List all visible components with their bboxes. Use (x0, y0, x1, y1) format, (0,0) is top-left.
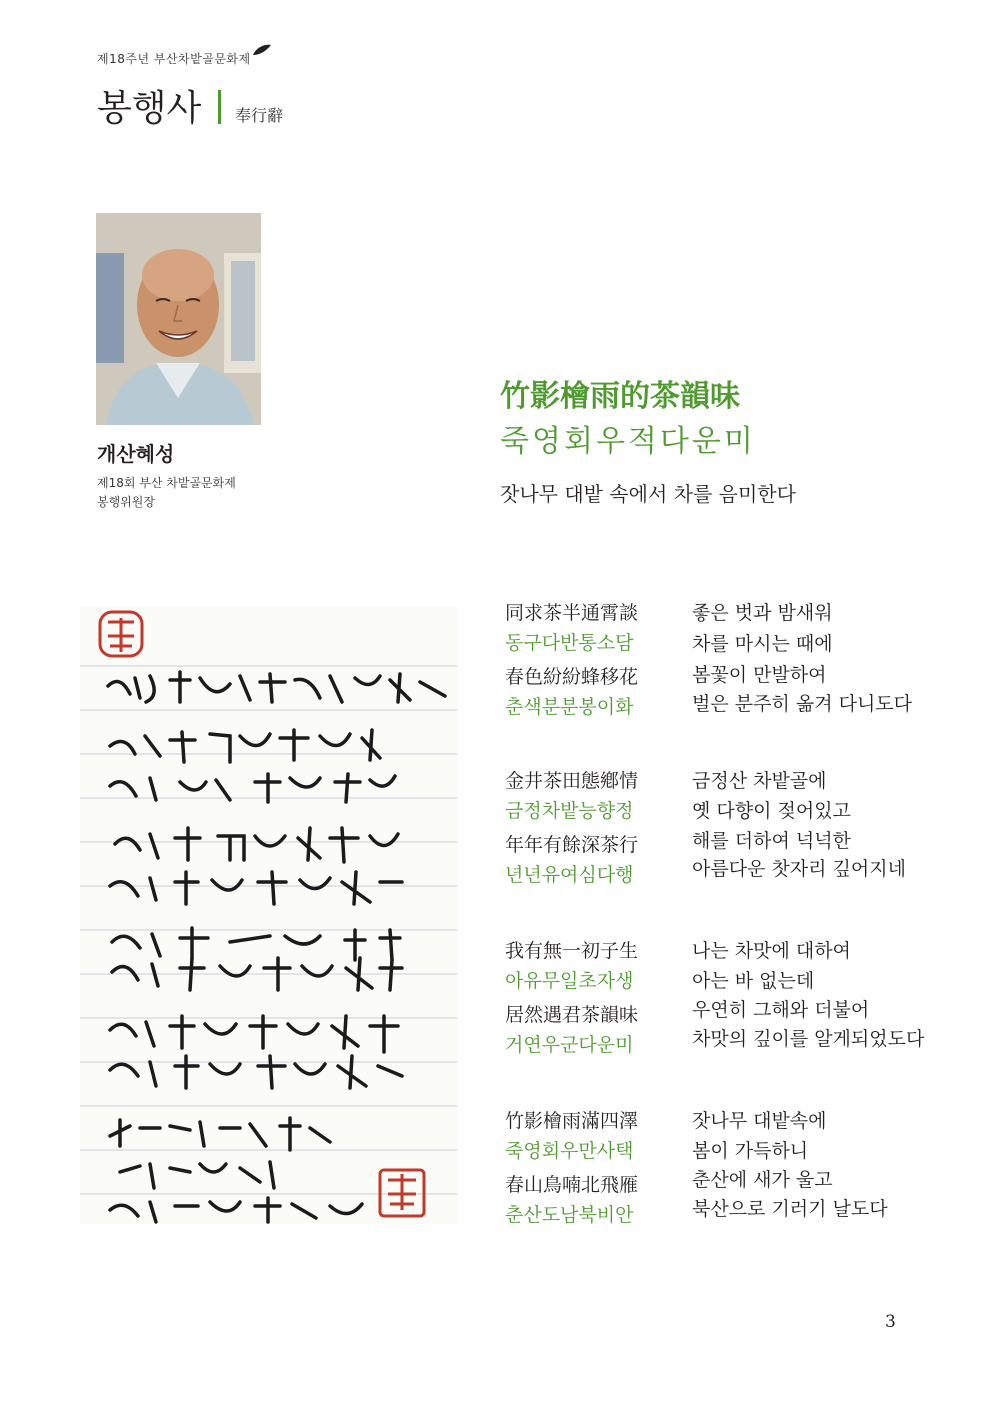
page-title: 봉행사 (97, 88, 202, 129)
stanza-line-hangul: 거연우군다운미 (505, 1034, 634, 1056)
stanza-line-hanja: 春山鳥喃北飛雁 (505, 1174, 639, 1196)
seal-stamp-top (100, 612, 142, 656)
stanza-line-hangul: 죽영회우만사택 (505, 1140, 634, 1162)
translation-line: 우연히 그해와 더불어 (692, 999, 870, 1021)
stanza-line-hanja: 我有無一初子生 (505, 940, 639, 962)
stanza-line-hanja: 居然遇君茶韻味 (505, 1004, 639, 1026)
calligraphy-image (80, 606, 458, 1224)
author-photo (96, 213, 261, 425)
stanza-line-hangul: 춘산도남북비안 (505, 1204, 634, 1226)
festival-label: 제18주년 부산차밭골문화제 (97, 52, 251, 66)
translation-line: 옛 다향이 젖어있고 (692, 800, 851, 822)
poem-title-hanja: 竹影檜雨的茶韻味 (500, 379, 740, 414)
translation-line: 북산으로 기러기 날도다 (692, 1198, 888, 1220)
translation-line: 해를 더하여 넉넉한 (692, 830, 851, 852)
seal-stamp-bottom (380, 1170, 424, 1216)
translation-line: 아름다운 찻자리 깊어지네 (692, 858, 906, 880)
translation-line: 봄이 가득하니 (692, 1140, 809, 1162)
stanza-line-hangul: 금정차밭능향정 (505, 800, 634, 822)
translation-line: 벌은 분주히 옮겨 다니도다 (692, 693, 913, 715)
translation-line: 아는 바 없는데 (692, 970, 815, 992)
stanza-line-hanja: 春色紛紛蜂移花 (505, 666, 639, 688)
translation-line: 좋은 벗과 밤새워 (692, 602, 833, 624)
poem-title-hangul: 죽영회우적다운미 (500, 424, 756, 459)
stanza-line-hanja: 金井茶田態鄕情 (505, 770, 639, 792)
stanza-line-hangul: 아유무일초자생 (505, 970, 634, 992)
translation-line: 잣나무 대밭속에 (692, 1110, 827, 1132)
leaf-icon (252, 44, 272, 56)
stanza-line-hanja: 同求茶半通霄談 (505, 602, 639, 624)
translation-line: 나는 차맛에 대하여 (692, 940, 851, 962)
author-position: 봉행위원장 (97, 495, 155, 509)
author-name: 개산혜성 (97, 442, 175, 466)
stanza-line-hangul: 동구다반통소담 (505, 632, 634, 654)
title-divider (218, 90, 221, 124)
poem-subtitle: 잣나무 대밭 속에서 차를 음미한다 (500, 482, 796, 506)
stanza-line-hangul: 춘색분분봉이화 (505, 696, 634, 718)
author-role: 제18회 부산 차밭골문화제 (97, 476, 236, 490)
stanza-line-hanja: 年年有餘深茶行 (505, 834, 639, 856)
translation-line: 금정산 차밭골에 (692, 770, 827, 792)
page-title-hanja: 奉行辭 (235, 106, 284, 125)
translation-line: 춘산에 새가 울고 (692, 1169, 833, 1191)
page-number: 3 (885, 1312, 896, 1332)
stanza-line-hanja: 竹影檜雨滿四澤 (505, 1110, 639, 1132)
translation-line: 차를 마시는 때에 (692, 633, 833, 655)
translation-line: 차맛의 깊이를 알게되었도다 (692, 1028, 925, 1050)
translation-line: 봄꽃이 만발하여 (692, 664, 827, 686)
stanza-line-hangul: 년년유여심다행 (505, 864, 634, 886)
